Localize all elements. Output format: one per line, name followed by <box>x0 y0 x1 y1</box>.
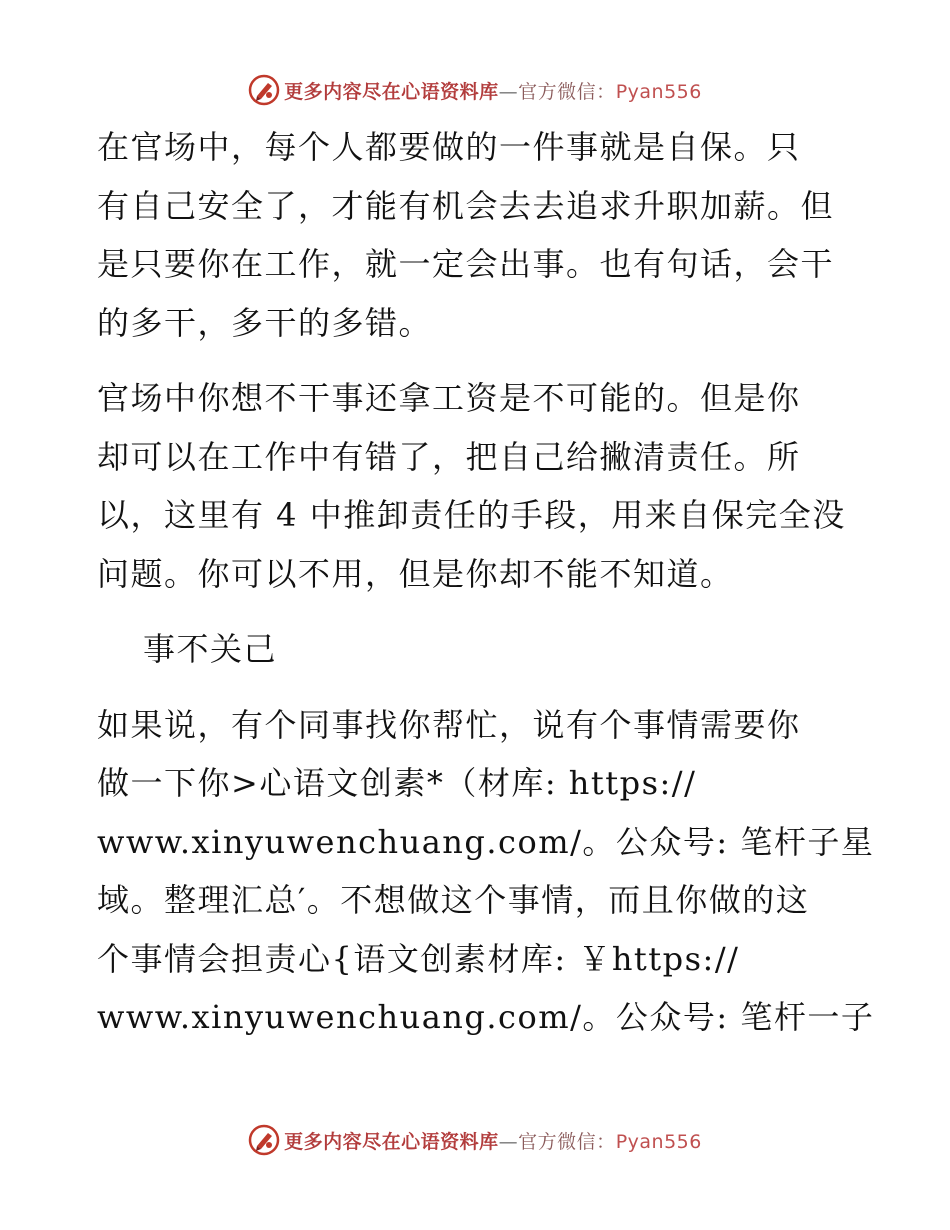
paragraph-1 <box>97 118 857 352</box>
banner-wechat-id: Pyan556 <box>615 80 702 103</box>
header-banner <box>0 70 950 110</box>
paragraph-3 <box>97 696 875 1047</box>
text-line: 却可以在工作中有错了，把自己给撇清责任。所 <box>97 437 801 476</box>
banner-text <box>284 1127 702 1154</box>
text-line: 官场中你想不干事还拿工资是不可能的。但是你 <box>97 379 801 417</box>
banner-dash: — <box>498 1130 519 1153</box>
paragraph-2 <box>97 369 857 603</box>
text-line: 在官场中，每个人都要做的一件事就是自保。只 <box>97 128 801 166</box>
banner-wechat-id: Pyan556 <box>615 1130 702 1153</box>
text-line: 如果说，有个同事找你帮忙，说有个事情需要你 <box>97 705 801 744</box>
banner-library-text: 更多内容尽在心语资料库 <box>284 1130 499 1153</box>
text-line: 以，这里有 4 中推卸责任的手段，用来自保完全没 <box>97 496 846 534</box>
text-line: 是只要你在工作，就一定会出事。也有句话，会干 <box>97 245 835 283</box>
text-line: 个事情会担责心{语文创素材库: ￥https:// <box>97 939 740 978</box>
heading-text: 事不关己 <box>143 630 278 668</box>
text-line: www.xinyuwenchuang.com/。公众号: 笔杆子星 <box>97 822 875 861</box>
text-line: 问题。你可以不用，但是你却不能不知道。 <box>97 554 734 593</box>
pen-logo-icon <box>248 74 280 106</box>
banner-dash: — <box>498 80 519 103</box>
text-line: 有自己安全了，才能有机会去去追求升职加薪。但 <box>97 186 835 225</box>
pen-logo-icon <box>248 1124 280 1156</box>
text-line: www.xinyuwenchuang.com/。公众号: 笔杆一子 <box>97 998 875 1036</box>
banner-official-label: 官方微信： <box>518 1130 616 1153</box>
text-line: 的多干，多干的多错。 <box>97 303 433 342</box>
footer-banner <box>0 1120 950 1160</box>
section-heading <box>97 620 857 679</box>
document-body <box>97 118 875 1047</box>
text-line: 做一下你>心语文创素*（材库: https:// <box>97 764 697 802</box>
banner-library-text: 更多内容尽在心语资料库 <box>284 80 499 103</box>
text-line: 域。整理汇总′。不想做这个事情，而且你做的这 <box>97 881 810 919</box>
banner-official-label: 官方微信： <box>518 80 616 103</box>
banner-text <box>284 77 702 104</box>
